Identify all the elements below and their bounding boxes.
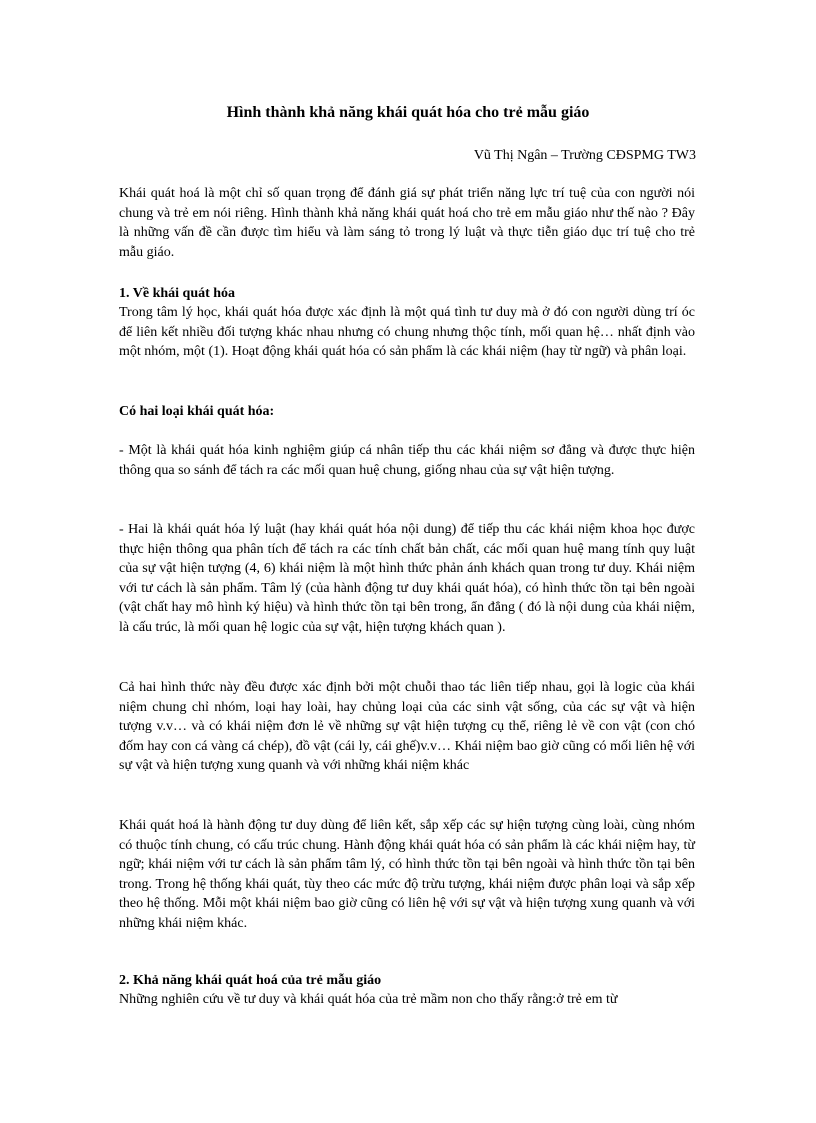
section-2-heading: 2. Khả năng khái quát hoá của trẻ mẫu giáo — [119, 973, 382, 988]
author-line: Vũ Thị Ngân – Trường CĐSPMG TW3 — [473, 148, 696, 163]
section-1-paragraph: Trong tâm lý học, khái quát hóa được xác định là một quá tình tư duy mà ở đó con người dùng trí óc để liên kết nhiều đối tượng khác nhau nhưng có chung nhưng thộc tính, mối quan hệ… nhất định vào một nhóm, một (1). Hoạt động khái quát hóa có sản phẩm là các khái niệm (hay từ ngữ) và phân loại. — [119, 305, 695, 360]
type-1-paragraph: - Một là khái quát hóa kinh nghiệm giúp cá nhân tiếp thu các khái niệm sơ đẳng và được thực hiện thông qua so sánh để tách ra các mối quan huệ chung, giống nhau của sự vật hiện tượng. — [119, 443, 695, 478]
both-forms-paragraph: Cả hai hình thức này đều được xác định bởi một chuỗi thao tác liên tiếp nhau, gọi là logic của khái niệm chung chỉ nhóm, loại hay loài, hay chủng loại của các sinh vật sống, của các sự vật và hiện tượng v.v… và có khái niệm đơn lẻ về những sự vật hiện tượng cụ thể, riêng lẻ về con vật (con chó đốm hay con cá vàng cá chép), đồ vật (cái ly, cái ghế)v.v… Khái niệm bao giờ cũng có mối liên hệ với sự vật và hiện tượng xung quanh và với những khái niệm khác — [119, 680, 695, 774]
section-2-paragraph: Những nghiên cứu về tư duy và khái quát hóa của trẻ mầm non cho thấy rằng:ở trẻ em từ — [119, 992, 618, 1007]
action-paragraph: Khái quát hoá là hành động tư duy dùng để liên kết, sắp xếp các sự hiện tượng cùng loài, cùng nhóm có thuộc tính chung, có cấu trúc chung. Hành động khái quát hóa có sản phẩm là các khái niệm hay, từ ngữ; khái niệm với tư cách là sản phẩm tâm lý, có hình thức tồn tại bên ngoài và hình thức tồn tại bên trong. Trong hệ thống khái quát, tùy theo các mức độ trừu tượng, khái niệm được phân loại và sắp xếp theo hệ thống. Mỗi một khái niệm bao giờ cũng có liên hệ với sự vật và hiện tượng xung quanh và với những khái niệm khác. — [119, 818, 695, 931]
intro-paragraph: Khái quát hoá là một chỉ số quan trọng để đánh giá sự phát triển năng lực trí tuệ của con người nói chung và trẻ em nói riêng. Hình thành khả năng khái quát hoá cho trẻ em mẫu giáo như thế nào ? Đây là những vấn đề cần được tìm hiểu và làm sáng tỏ trong lý luật và thực tiễn giáo dục trí tuệ cho trẻ mẫu giáo. — [119, 186, 695, 260]
section-1-heading: 1. Về khái quát hóa — [119, 286, 236, 301]
types-heading: Có hai loại khái quát hóa: — [119, 404, 275, 419]
type-2-paragraph: - Hai là khái quát hóa lý luật (hay khái quát hóa nội dung) để tiếp thu các khái niệm khoa học được thực hiện thông qua phân tích để tách ra các tính chất bản chất, các mối quan huệ mang tính quy luật của sự vật hiện tượng (4, 6) khái niệm là một hình thức phản ánh khách quan trong tư duy. Khái niệm với tư cách là sản phẩm. Tâm lý (của hành động tư duy khái quát hóa), có hình thức tồn tại bên ngoài (vật chất hay mô hình ký hiệu) và hình thức tồn tại bên trong, ẩn đẳng ( đó là nội dung của khái niệm, là cấu trúc, là mối quan hệ logic của sự vật, hiện tượng khách quan ). — [119, 522, 695, 635]
document-title: Hình thành khả năng khái quát hóa cho trẻ mẫu giáo — [226, 104, 590, 121]
